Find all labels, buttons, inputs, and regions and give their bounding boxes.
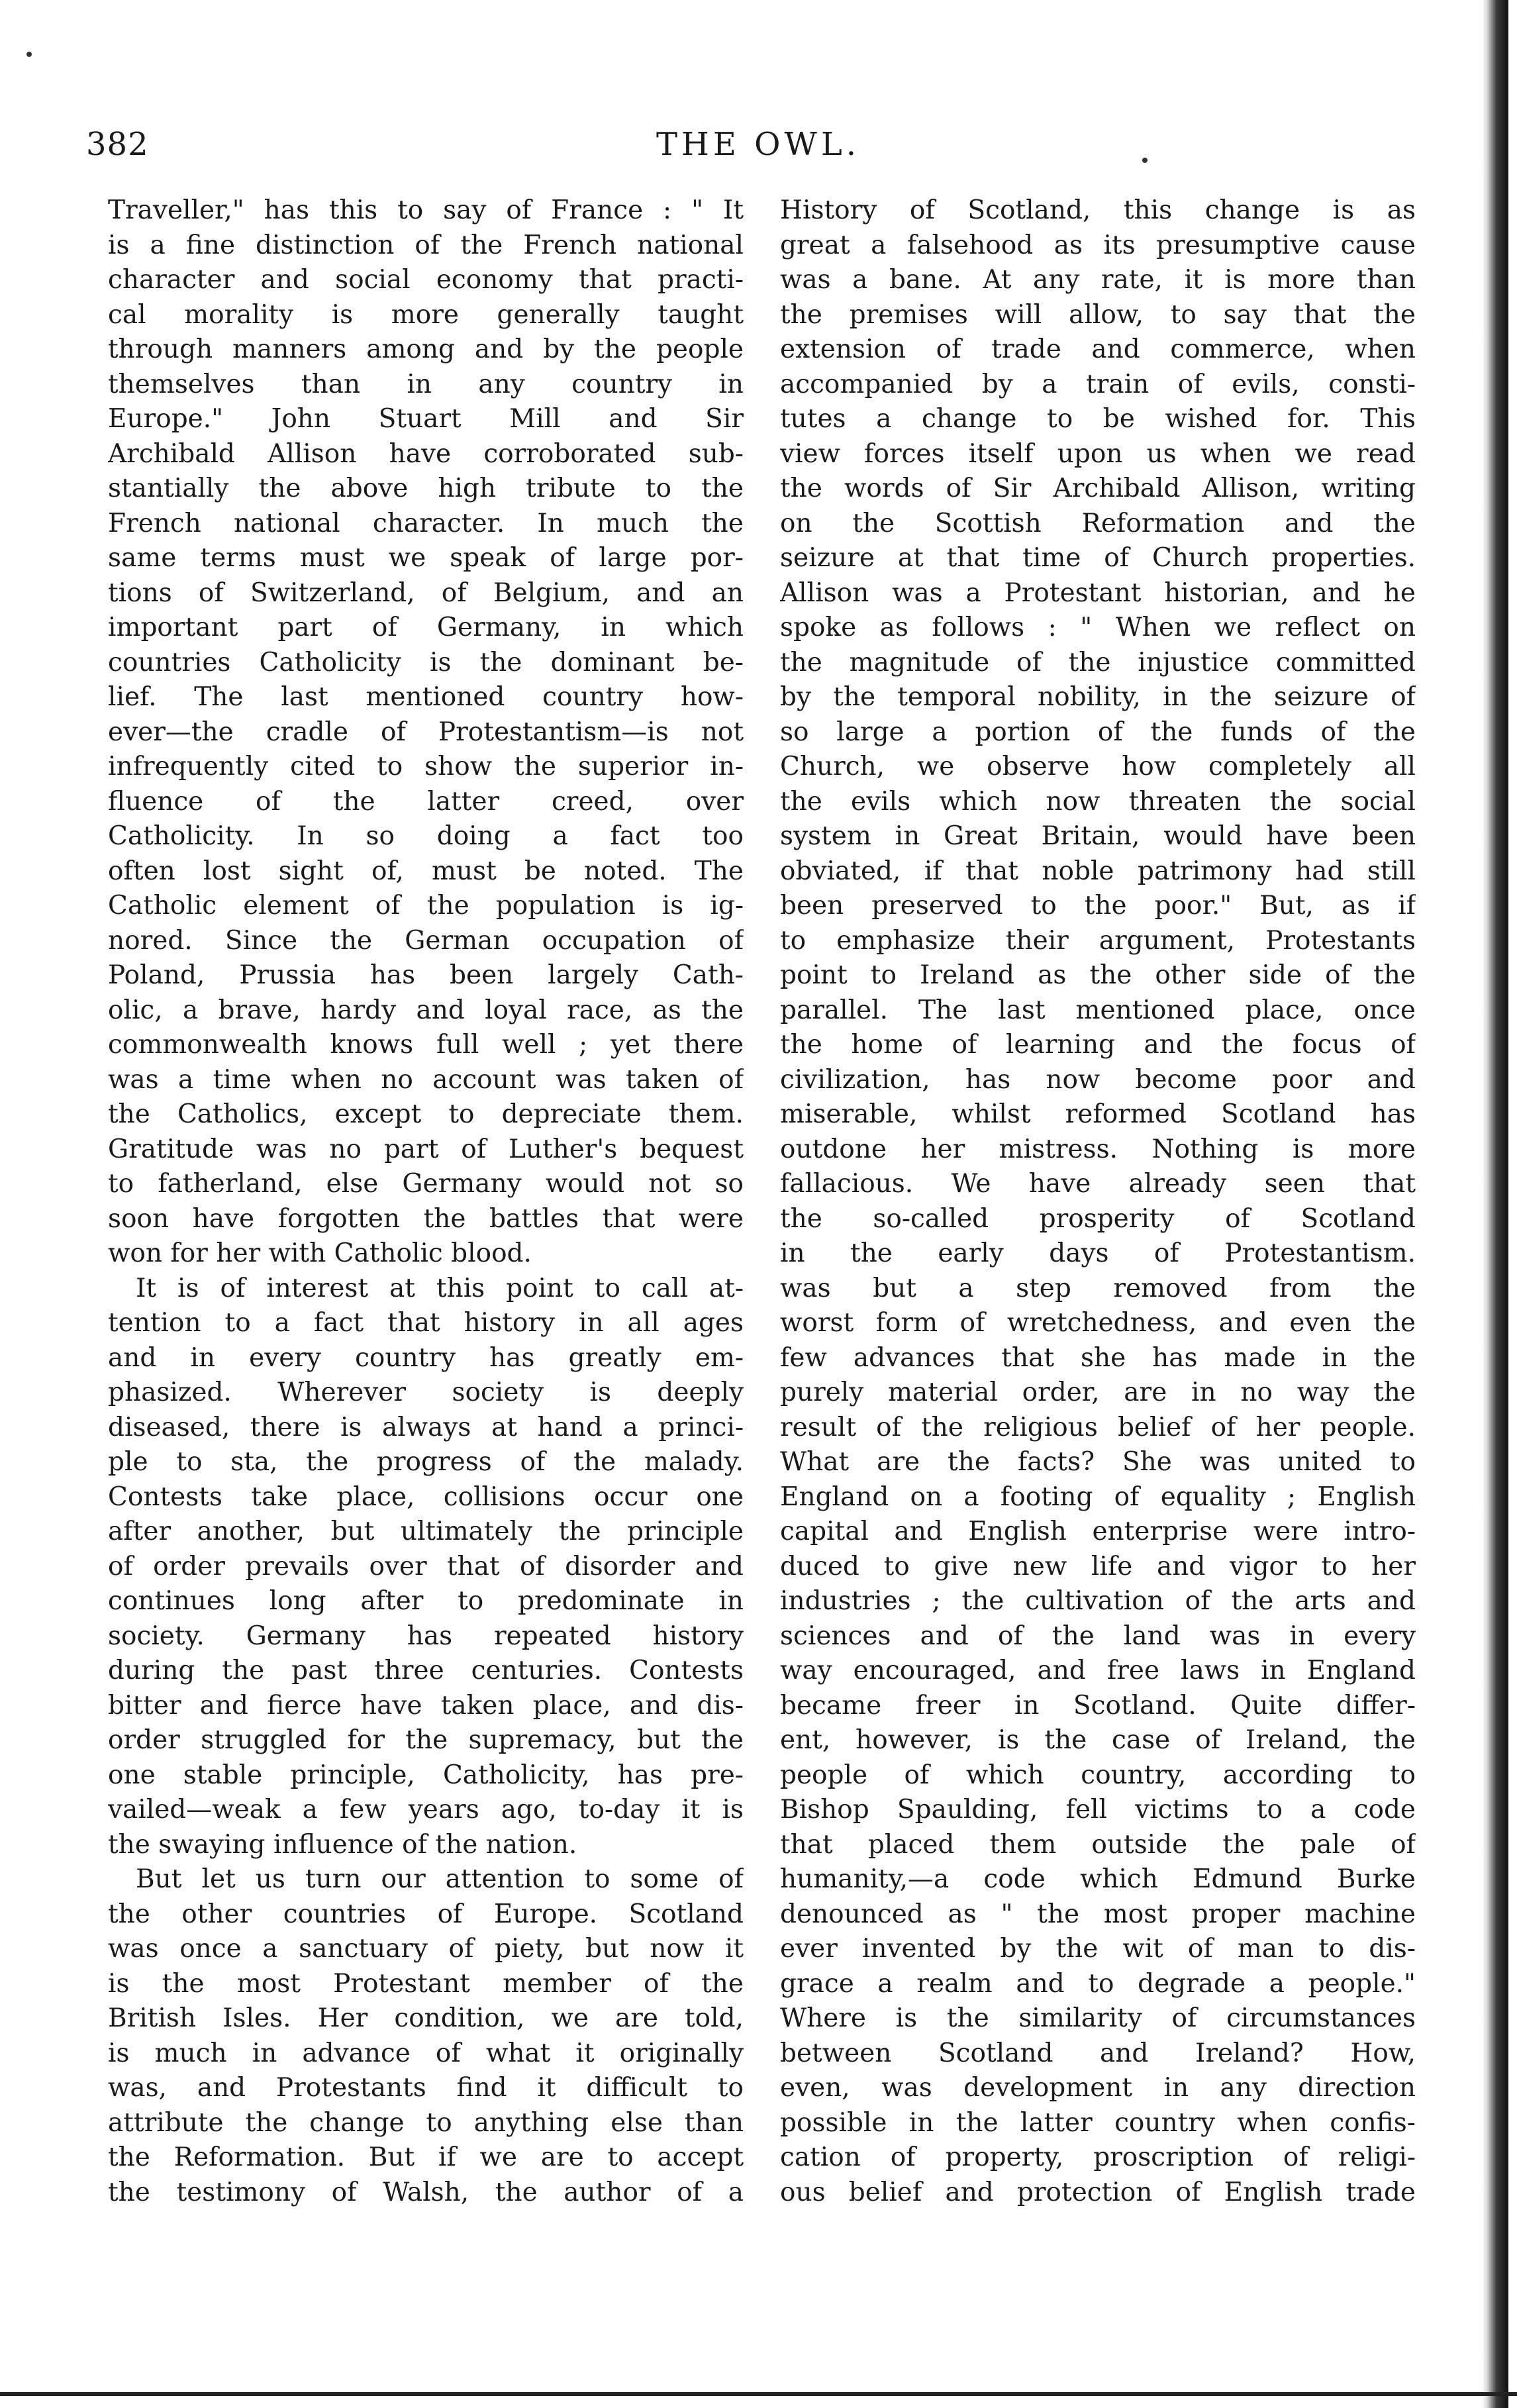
page-speck <box>26 52 32 57</box>
text-line: humanity,—a code which Edmund Burke <box>780 1864 1416 1894</box>
text-line: tutes a change to be wished for. This <box>780 404 1416 434</box>
text-line: great a falsehood as its presumptive cause <box>780 230 1416 260</box>
text-line: few advances that she has made in the <box>780 1342 1416 1373</box>
bottom-edge-line <box>0 2392 1517 2396</box>
text-line: miserable, whilst reformed Scotland has <box>780 1099 1416 1129</box>
text-line: became freer in Scotland. Quite differ- <box>780 1690 1416 1721</box>
text-line: phasized. Wherever society is deeply <box>108 1378 744 1407</box>
text-line: Allison was a Protestant historian, and he <box>780 577 1416 608</box>
text-line: industries ; the cultivation of the arts and <box>780 1586 1416 1616</box>
text-line: won for her with Catholic blood. <box>108 1238 532 1268</box>
text-line: capital and English enterprise were intro- <box>780 1517 1416 1546</box>
text-line: important part of Germany, in which <box>108 613 744 642</box>
text-line: What are the facts? She was united to <box>780 1447 1416 1477</box>
text-line: even, was development in any direction <box>780 2073 1416 2103</box>
text-line: the premises will allow, to say that the <box>780 299 1416 330</box>
text-line: one stable principle, Catholicity, has pre- <box>108 1760 744 1790</box>
text-line: vailed—weak a few years ago, to-day it is <box>108 1795 744 1825</box>
text-line: Traveller," has this to say of France : " It <box>108 195 744 225</box>
text-line: tions of Switzerland, of Belgium, and an <box>108 577 744 608</box>
text-line: soon have forgotten the battles that were <box>108 1203 744 1234</box>
text-line: parallel. The last mentioned place, once <box>780 995 1416 1025</box>
text-line: History of Scotland, this change is as <box>780 195 1416 225</box>
text-line: stantially the above high tribute to the <box>108 474 744 503</box>
text-line: olic, a brave, hardy and loyal race, as the <box>108 995 744 1025</box>
text-line: on the Scottish Reformation and the <box>780 508 1416 538</box>
text-line: worst form of wretchedness, and even the <box>780 1308 1416 1338</box>
text-line: obviated, if that noble patrimony had still <box>780 856 1416 886</box>
text-line: fallacious. We have already seen that <box>780 1169 1416 1199</box>
text-line: the swaying influence of the nation. <box>108 1829 577 1860</box>
text-line: during the past three centuries. Contests <box>108 1656 744 1685</box>
text-line: to fatherland, else Germany would not so <box>108 1169 744 1199</box>
text-line: lief. The last mentioned country how- <box>108 682 744 712</box>
text-line: was but a step removed from the <box>780 1273 1416 1303</box>
text-line: is the most Protestant member of the <box>108 1968 744 1999</box>
text-line: Poland, Prussia has been largely Cath- <box>108 960 744 990</box>
text-line: after another, but ultimately the principle <box>108 1517 744 1546</box>
text-line: point to Ireland as the other side of the <box>780 960 1416 990</box>
text-line: the words of Sir Archibald Allison, writing <box>780 474 1416 503</box>
text-line: England on a footing of equality ; English <box>780 1481 1416 1512</box>
binding-shadow <box>1482 0 1508 2408</box>
text-line: through manners among and by the people <box>108 334 744 364</box>
text-line: Gratitude was no part of Luther's bequest <box>108 1134 744 1164</box>
text-line: attribute the change to anything else than <box>108 2107 744 2138</box>
text-line: the testimony of Walsh, the author of a <box>108 2177 744 2207</box>
text-line: themselves than in any country in <box>108 369 744 399</box>
text-line: in the early days of Protestantism. <box>780 1238 1416 1268</box>
text-line: order struggled for the supremacy, but the <box>108 1725 744 1755</box>
text-line: bitter and fierce have taken place, and dis- <box>108 1690 744 1721</box>
text-line: cal morality is more generally taught <box>108 299 744 330</box>
text-line: way encouraged, and free laws in England <box>780 1656 1416 1685</box>
left-text-column <box>108 193 744 2273</box>
text-line: the other countries of Europe. Scotland <box>108 1899 744 1929</box>
text-line: denounced as " the most proper machine <box>780 1899 1416 1929</box>
text-line: character and social economy that practi- <box>108 265 744 295</box>
text-line: ever—the cradle of Protestantism—is not <box>108 717 744 747</box>
text-line: often lost sight of, must be noted. The <box>108 856 744 886</box>
text-line: civilization, has now become poor and <box>780 1064 1416 1095</box>
text-line: commonwealth knows full well ; yet there <box>108 1030 744 1060</box>
text-line: system in Great Britain, would have been <box>780 821 1416 851</box>
right-text-column <box>780 193 1416 2273</box>
text-line: view forces itself upon us when we read <box>780 438 1416 469</box>
text-line: Catholic element of the population is ig- <box>108 891 744 921</box>
text-line: to emphasize their argument, Protestants <box>780 925 1416 956</box>
text-line: diseased, there is always at hand a princi- <box>108 1412 744 1442</box>
text-line: the home of learning and the focus of <box>780 1030 1416 1060</box>
text-line: cation of property, proscription of religi- <box>780 2142 1416 2172</box>
text-line: infrequently cited to show the superior in- <box>108 752 744 781</box>
text-line: result of the religious belief of her people. <box>780 1412 1416 1442</box>
text-line: Catholicity. In so doing a fact too <box>108 821 744 851</box>
text-line: It is of interest at this point to call at- <box>136 1273 744 1303</box>
page-number: 382 <box>86 126 149 163</box>
text-line: grace a realm and to degrade a people." <box>780 1968 1416 1999</box>
text-line: same terms must we speak of large por- <box>108 543 744 573</box>
text-line: continues long after to predominate in <box>108 1586 744 1616</box>
text-line: Archibald Allison have corroborated sub- <box>108 438 744 469</box>
text-line: possible in the latter country when confis- <box>780 2107 1416 2138</box>
text-line: was, and Protestants find it difficult to <box>108 2073 744 2103</box>
page-speck <box>1142 158 1148 163</box>
text-line: purely material order, are in no way the <box>780 1378 1416 1407</box>
text-line: of order prevails over that of disorder and <box>108 1551 744 1581</box>
text-line: Europe." John Stuart Mill and Sir <box>108 404 744 434</box>
text-line: nored. Since the German occupation of <box>108 925 744 956</box>
text-line: that placed them outside the pale of <box>780 1829 1416 1860</box>
text-line: was once a sanctuary of piety, but now it <box>108 1934 744 1964</box>
text-line: Bishop Spaulding, fell victims to a code <box>780 1795 1416 1825</box>
text-line: Church, we observe how completely all <box>780 752 1416 781</box>
text-line: between Scotland and Ireland? How, <box>780 2038 1416 2068</box>
text-line: British Isles. Her condition, we are told, <box>108 2003 744 2033</box>
running-title: THE OWL. <box>656 126 860 163</box>
text-line: was a bane. At any rate, it is more than <box>780 265 1416 295</box>
text-line: people of which country, according to <box>780 1760 1416 1790</box>
text-line: sciences and of the land was in every <box>780 1621 1416 1651</box>
text-line: countries Catholicity is the dominant be- <box>108 647 744 677</box>
text-line: ple to sta, the progress of the malady. <box>108 1447 744 1477</box>
text-line: spoke as follows : " When we reflect on <box>780 613 1416 642</box>
text-line: the evils which now threaten the social <box>780 786 1416 817</box>
text-line: But let us turn our attention to some of <box>136 1864 744 1894</box>
text-line: is much in advance of what it originally <box>108 2038 744 2068</box>
text-line: the Catholics, except to depreciate them. <box>108 1099 744 1129</box>
text-line: the magnitude of the injustice committed <box>780 647 1416 677</box>
text-line: accompanied by a train of evils, consti- <box>780 369 1416 399</box>
text-line: outdone her mistress. Nothing is more <box>780 1134 1416 1164</box>
text-line: duced to give new life and vigor to her <box>780 1551 1416 1581</box>
text-line: ous belief and protection of English trade <box>780 2177 1416 2207</box>
text-line: society. Germany has repeated history <box>108 1621 744 1651</box>
text-line: so large a portion of the funds of the <box>780 717 1416 747</box>
text-line: the so-called prosperity of Scotland <box>780 1203 1416 1234</box>
text-line: and in every country has greatly em- <box>108 1342 744 1373</box>
text-line: fluence of the latter creed, over <box>108 786 744 817</box>
text-line: seizure at that time of Church properties. <box>780 543 1416 573</box>
text-line: been preserved to the poor." But, as if <box>780 891 1416 921</box>
text-line: tention to a fact that history in all ages <box>108 1308 744 1338</box>
text-line: extension of trade and commerce, when <box>780 334 1416 364</box>
text-line: French national character. In much the <box>108 508 744 538</box>
page-header <box>86 126 1430 179</box>
text-line: Where is the similarity of circumstances <box>780 2003 1416 2033</box>
text-line: Contests take place, collisions occur one <box>108 1481 744 1512</box>
text-line: by the temporal nobility, in the seizure of <box>780 682 1416 712</box>
text-line: ent, however, is the case of Ireland, the <box>780 1725 1416 1755</box>
text-line: was a time when no account was taken of <box>108 1064 744 1095</box>
text-line: is a fine distinction of the French national <box>108 230 744 260</box>
text-line: ever invented by the wit of man to dis- <box>780 1934 1416 1964</box>
text-line: the Reformation. But if we are to accept <box>108 2142 744 2172</box>
